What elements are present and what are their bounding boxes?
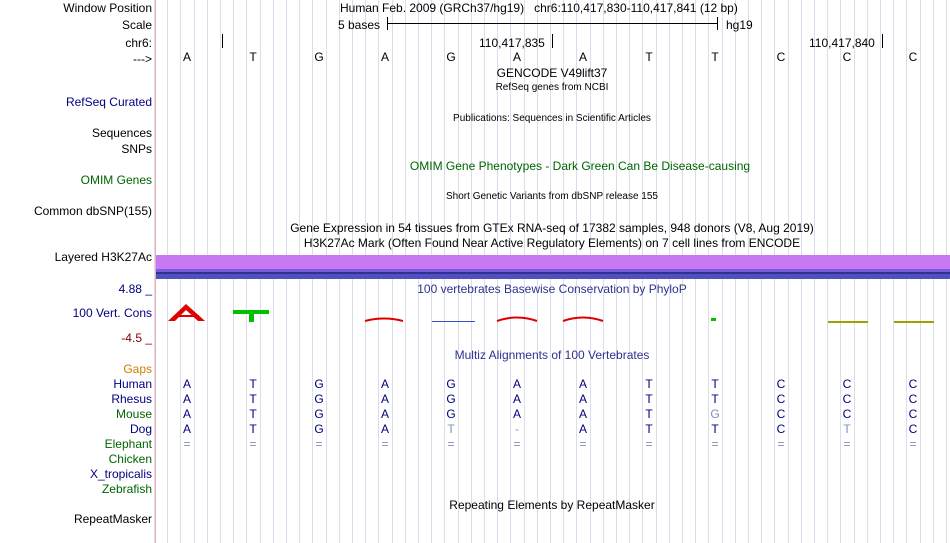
repeatmasker-track-title[interactable]: Repeating Elements by RepeatMasker <box>449 498 655 512</box>
scale-bar-right <box>717 17 718 30</box>
alignment-base: = <box>909 437 917 451</box>
species-label-dog[interactable]: Dog <box>129 422 152 436</box>
phylop-glyph-a <box>168 304 205 321</box>
alignment-base: = <box>381 437 389 451</box>
alignment-base: T <box>711 377 719 391</box>
sequence-base: C <box>776 50 786 64</box>
alignment-base: G <box>446 377 456 391</box>
alignment-base: T <box>249 392 257 406</box>
h3k27ac-band-bottom <box>156 274 950 279</box>
phylop-glyph-t-small <box>711 318 716 321</box>
alignment-base: A <box>578 422 587 436</box>
alignment-base: A <box>182 422 191 436</box>
species-label-zebrafish[interactable]: Zebrafish <box>101 482 152 496</box>
sequence-base: C <box>908 50 918 64</box>
species-label-mouse[interactable]: Mouse <box>115 407 152 421</box>
alignment-base: G <box>314 392 324 406</box>
scale-bar <box>387 23 717 24</box>
species-label-human[interactable]: Human <box>113 377 152 391</box>
sequence-base: A <box>380 50 389 64</box>
sequence-base: C <box>842 50 852 64</box>
gencode-track-title[interactable]: GENCODE V49lift37 <box>496 66 608 80</box>
alignment-base: A <box>578 392 587 406</box>
sequence-base: A <box>512 50 521 64</box>
alignment-base: = <box>645 437 653 451</box>
alignment-base: T <box>843 422 851 436</box>
alignment-base: A <box>578 377 587 391</box>
track-label-repeatmasker[interactable]: RepeatMasker <box>73 512 152 526</box>
alignment-base: T <box>645 422 653 436</box>
alignment-base: C <box>908 377 918 391</box>
multiz-track-title[interactable]: Multiz Alignments of 100 Vertebrates <box>454 348 650 362</box>
refseq-track-title[interactable]: RefSeq genes from NCBI <box>495 82 609 93</box>
alignment-base: A <box>380 392 389 406</box>
alignment-base: A <box>512 407 521 421</box>
sequence-base: T <box>249 50 257 64</box>
chromosome-label: chr6: <box>125 36 152 50</box>
phylop-glyph-g <box>432 321 475 322</box>
alignment-base: = <box>777 437 785 451</box>
sequence-base: T <box>645 50 653 64</box>
alignment-base: A <box>182 392 191 406</box>
scale-text: 5 bases <box>338 18 381 32</box>
alignment-base: T <box>645 392 653 406</box>
phylop-track-title[interactable]: 100 vertebrates Basewise Conservation by PhyloP <box>417 282 687 296</box>
alignment-base: - <box>515 422 519 436</box>
alignment-base: A <box>182 377 191 391</box>
alignment-base: T <box>249 377 257 391</box>
alignment-base: A <box>512 377 521 391</box>
species-label-elephant[interactable]: Elephant <box>104 437 152 451</box>
dbsnp-track-title[interactable]: Short Genetic Variants from dbSNP release 155 <box>446 191 658 202</box>
alignment-base: T <box>447 422 455 436</box>
track-label-cons[interactable]: 100 Vert. Cons <box>72 306 152 320</box>
alignment-base: T <box>645 377 653 391</box>
track-image-area[interactable] <box>156 0 950 543</box>
species-label-rhesus[interactable]: Rhesus <box>111 392 152 406</box>
alignment-base: T <box>711 422 719 436</box>
phylop-glyph-a-small <box>497 318 537 322</box>
track-label-sequences[interactable]: Sequences <box>91 126 152 140</box>
alignment-base: G <box>710 407 720 421</box>
ruler-tick <box>222 34 223 48</box>
phylop-conservation-plot <box>156 300 950 330</box>
cons-max-label: 4.88 _ <box>118 282 152 296</box>
alignment-base: C <box>908 422 918 436</box>
track-label-column <box>0 0 155 543</box>
publications-track-title[interactable]: Publications: Sequences in Scientific Articles <box>453 113 651 124</box>
alignment-base: C <box>908 392 918 406</box>
ruler-tick-label-2: 110,417,840 <box>809 36 875 50</box>
alignment-base: T <box>711 392 719 406</box>
grid-line <box>154 0 155 543</box>
scale-db: hg19 <box>726 18 753 32</box>
alignment-base: G <box>314 422 324 436</box>
alignment-base: = <box>711 437 719 451</box>
sequence-base: A <box>182 50 191 64</box>
alignment-base: C <box>842 377 852 391</box>
alignment-base: T <box>645 407 653 421</box>
strand-arrow-label[interactable]: ---> <box>133 52 152 66</box>
alignment-base: = <box>843 437 851 451</box>
alignment-base: C <box>776 392 786 406</box>
cons-min-label: -4.5 _ <box>121 331 152 345</box>
ruler-tick <box>882 34 883 48</box>
species-label-x_tropicalis[interactable]: X_tropicalis <box>89 467 152 481</box>
sequence-base: G <box>446 50 456 64</box>
gtex-track-title[interactable]: Gene Expression in 54 tissues from GTEx RNA-seq of 17382 samples, 948 donors (V8, Aug 2019) <box>290 221 814 235</box>
alignment-base: C <box>776 407 786 421</box>
alignment-base: G <box>446 407 456 421</box>
track-label-dbsnp[interactable]: Common dbSNP(155) <box>33 204 152 218</box>
phylop-glyph-a-small <box>365 319 403 322</box>
alignment-base: C <box>908 407 918 421</box>
ruler-tick <box>552 34 553 48</box>
alignment-base: T <box>249 422 257 436</box>
alignment-base: C <box>842 407 852 421</box>
alignment-base: G <box>314 377 324 391</box>
phylop-glyph-c <box>894 321 934 323</box>
alignment-base: = <box>579 437 587 451</box>
alignment-base: A <box>380 377 389 391</box>
alignment-base: = <box>513 437 521 451</box>
alignment-base: C <box>842 392 852 406</box>
alignment-base: = <box>447 437 455 451</box>
track-label-snps[interactable]: SNPs <box>121 142 152 156</box>
track-label-gaps[interactable]: Gaps <box>123 362 152 376</box>
alignment-base: = <box>183 437 191 451</box>
phylop-glyph-t-stem <box>249 310 254 322</box>
track-label-refseq[interactable]: RefSeq Curated <box>65 95 152 109</box>
position-readout: chr6:110,417,830-110,417,841 (12 bp) <box>534 1 738 15</box>
alignment-base: A <box>380 422 389 436</box>
sequence-base: T <box>711 50 719 64</box>
track-label-h3k27ac[interactable]: Layered H3K27Ac <box>54 250 152 264</box>
alignment-base: T <box>249 407 257 421</box>
alignment-base: G <box>314 407 324 421</box>
alignment-base: C <box>776 422 786 436</box>
alignment-base: A <box>578 407 587 421</box>
assembly-title: Human Feb. 2009 (GRCh37/hg19) chr6:110,417,830-110,417,841 (12 bp) <box>340 1 738 15</box>
alignment-base: A <box>182 407 191 421</box>
sequence-base: G <box>314 50 324 64</box>
window-position-label: Window Position <box>63 1 152 15</box>
sequence-base: A <box>578 50 587 64</box>
alignment-base: C <box>776 377 786 391</box>
scale-label: Scale <box>121 18 152 32</box>
h3k27ac-signal-band[interactable] <box>156 255 950 269</box>
alignment-base: A <box>380 407 389 421</box>
species-label-chicken[interactable]: Chicken <box>108 452 152 466</box>
alignment-base: A <box>512 392 521 406</box>
phylop-glyph-a-bar <box>174 315 199 317</box>
omim-track-title[interactable]: OMIM Gene Phenotypes - Dark Green Can Be Disease-causing <box>409 159 751 173</box>
phylop-glyph-c <box>828 321 868 323</box>
track-label-omim[interactable]: OMIM Genes <box>80 173 152 187</box>
alignment-base: = <box>249 437 257 451</box>
h3k27ac-track-title[interactable]: H3K27Ac Mark (Often Found Near Active Regulatory Elements) on 7 cell lines from ENCODE <box>303 236 801 250</box>
alignment-base: G <box>446 392 456 406</box>
phylop-glyph-a-small <box>563 318 603 322</box>
alignment-base: = <box>315 437 323 451</box>
ruler-tick-label-1: 110,417,835 <box>479 36 545 50</box>
